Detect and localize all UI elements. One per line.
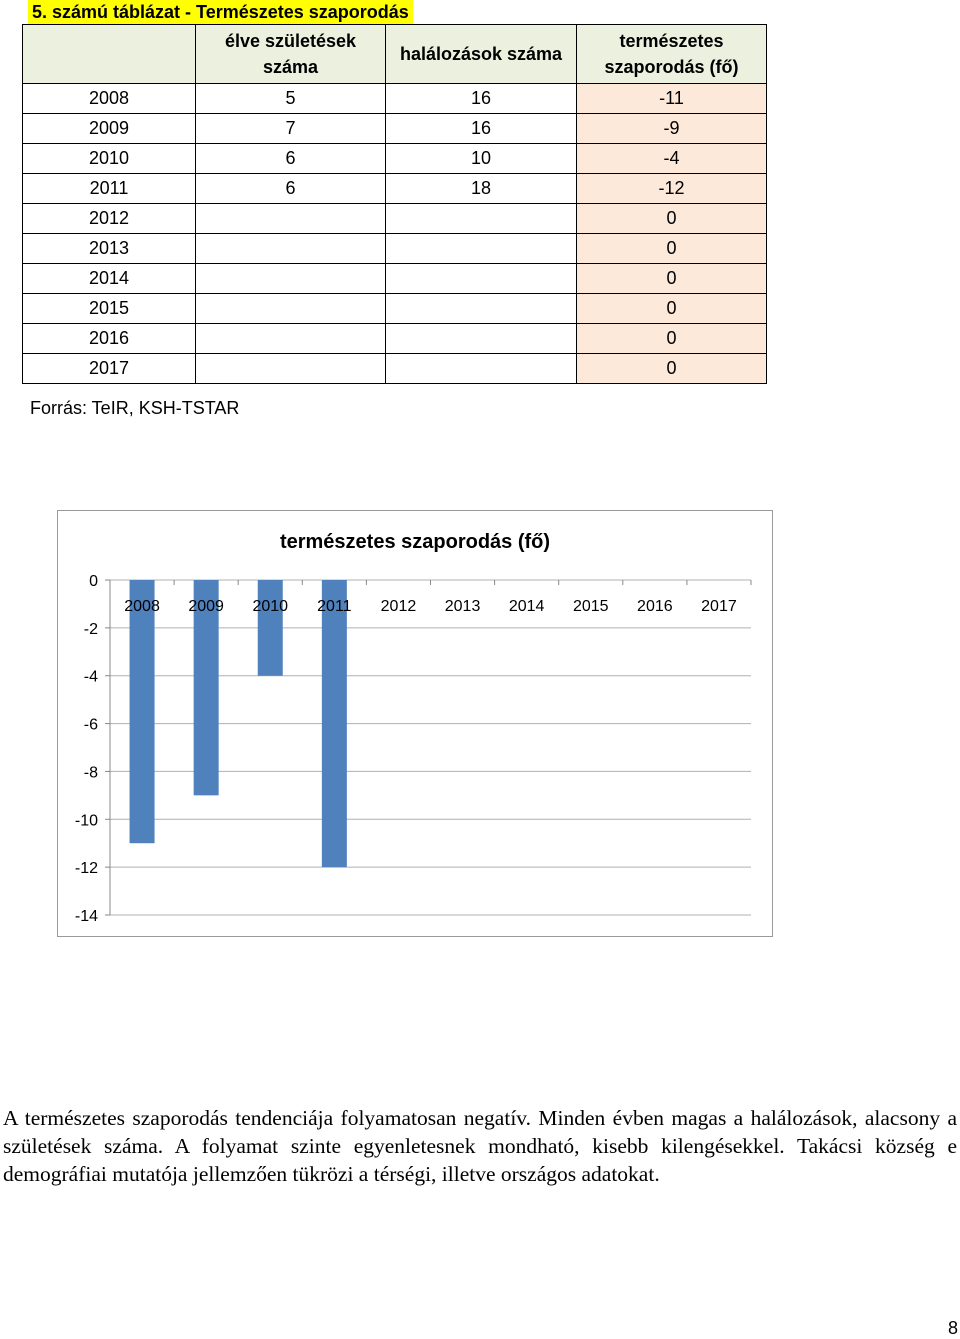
cell-births: 6 [196,174,386,204]
bar [258,580,283,676]
table-row [23,294,767,324]
chart-title: természetes szaporodás (fő) [279,531,551,553]
table-caption: 5. számú táblázat - Természetes szaporodás [28,0,413,24]
y-tick-label: -4 [83,668,98,686]
header-births: élve születések száma [196,25,386,84]
x-tick-label: 2012 [380,598,417,615]
y-tick-label: -8 [83,764,98,782]
cell-births [196,354,386,384]
x-tick-label: 2016 [637,598,673,615]
bar [322,580,347,867]
table-row [23,114,767,144]
cell-deaths [386,354,577,384]
cell-natural-increase: 0 [577,294,767,324]
y-tick-label: -2 [83,620,98,638]
cell-deaths: 10 [386,144,577,174]
x-tick-label: 2010 [252,598,289,615]
x-tick-label: 2009 [188,598,224,615]
x-tick-label: 2008 [124,598,160,615]
x-tick-label: 2013 [444,598,481,615]
body-paragraph: A természetes szaporodás tendenciája folyamatosan negatív. Minden évben magas a halálozások, alacsony a születések száma. A folyamat szinte egyenletesnek mondható, kisebb kilengésekkel. Takácsi község e demográfiai mutatója jellemzően tükrözi a térségi, illetve országos adatokat. [3,1106,957,1186]
cell-natural-increase: 0 [577,264,767,294]
table-row [23,354,767,384]
x-tick-label: 2014 [508,598,545,615]
bar [130,580,155,843]
y-tick-label: -10 [74,812,98,830]
cell-natural-increase: -11 [577,84,767,114]
cell-year: 2008 [23,84,196,114]
table-row [23,174,767,204]
cell-natural-increase: -4 [577,144,767,174]
cell-births [196,264,386,294]
cell-births [196,204,386,234]
cell-year: 2014 [23,264,196,294]
cell-deaths [386,264,577,294]
cell-natural-increase: 0 [577,204,767,234]
header-natural-increase: természetes szaporodás (fő) [577,25,767,84]
header-deaths: halálozások száma [386,25,577,84]
cell-births: 6 [196,144,386,174]
table-row [23,324,767,354]
y-tick-label: -12 [74,860,98,878]
cell-deaths: 18 [386,174,577,204]
cell-natural-increase: 0 [577,234,767,264]
cell-deaths: 16 [386,84,577,114]
y-tick-label: 0 [89,573,98,590]
page-number: 8 [947,1318,958,1338]
cell-births [196,234,386,264]
table-row [23,144,767,174]
cell-natural-increase: 0 [577,354,767,384]
table-row [23,84,767,114]
chart-canvas [58,511,774,938]
cell-year: 2017 [23,354,196,384]
cell-year: 2012 [23,204,196,234]
y-tick-label: -14 [74,908,98,925]
cell-year: 2016 [23,324,196,354]
natural-increase-table [22,24,767,384]
x-tick-label: 2011 [317,598,352,615]
cell-natural-increase: -12 [577,174,767,204]
cell-deaths: 16 [386,114,577,144]
cell-births [196,294,386,324]
cell-year: 2009 [23,114,196,144]
x-tick-label: 2017 [701,598,737,615]
cell-births: 7 [196,114,386,144]
cell-year: 2013 [23,234,196,264]
x-tick-label: 2015 [572,598,609,615]
y-tick-label: -6 [83,716,98,734]
cell-deaths [386,234,577,264]
cell-natural-increase: 0 [577,324,767,354]
cell-births: 5 [196,84,386,114]
table-header-row [23,25,767,84]
cell-deaths [386,294,577,324]
cell-year: 2010 [23,144,196,174]
cell-births [196,324,386,354]
table-row [23,264,767,294]
header-year [23,25,196,84]
cell-deaths [386,204,577,234]
cell-year: 2011 [23,174,196,204]
source-note: Forrás: TeIR, KSH-TSTAR [30,398,240,418]
cell-natural-increase: -9 [577,114,767,144]
table-row [23,204,767,234]
table-row [23,234,767,264]
cell-deaths [386,324,577,354]
cell-year: 2015 [23,294,196,324]
natural-increase-chart [57,510,773,937]
